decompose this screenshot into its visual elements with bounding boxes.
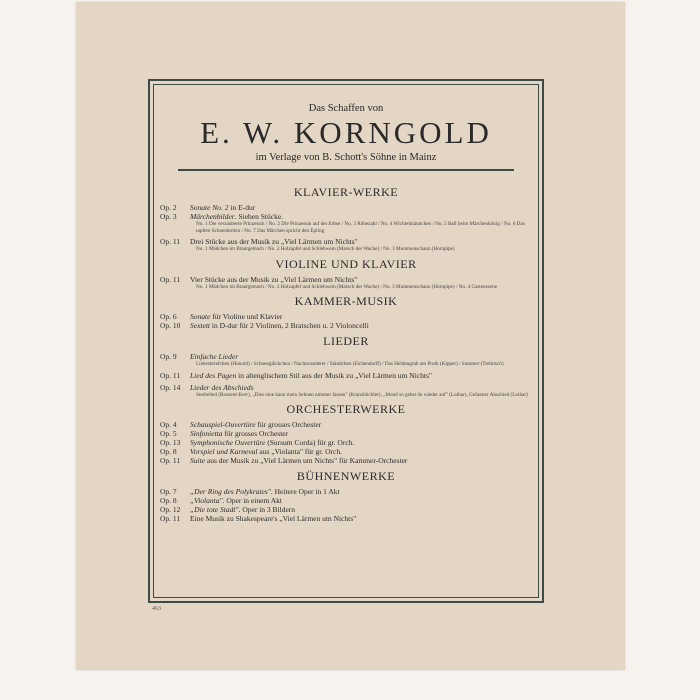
work-detail: Eine Musik zu Shakespeare's „Viel Lärmen um Nichts" xyxy=(190,514,357,523)
list-item xyxy=(160,383,532,392)
list-item xyxy=(160,212,532,221)
opus-number: Op. 8 xyxy=(160,447,177,456)
work-title: Symphonische Ouvertüre xyxy=(190,438,266,447)
list-item xyxy=(160,496,532,505)
list-item xyxy=(160,420,532,429)
work-detail: (Sursum Corda) für gr. Orch. xyxy=(265,438,355,447)
work-contents: No. 1 Mädchen im Brautgemach / No. 2 Holzapfel und Schlehwein (Marsch der Wache) / No. 3 Mummenschanz (Hornpipe) / No. 4 Gartenszene xyxy=(196,283,498,290)
work-title: Sinfonietta xyxy=(190,429,223,438)
work-detail: Drei Stücke aus der Musik zu „Viel Lärmen um Nichts" xyxy=(190,237,358,246)
list-item xyxy=(160,447,532,456)
header-rule xyxy=(178,169,514,171)
work-title: Sonate xyxy=(190,312,211,321)
work-title: Märchenbilder xyxy=(190,212,235,221)
work-title: Suite xyxy=(190,456,205,465)
list-item xyxy=(160,505,532,514)
section-title-lieder: LIEDER xyxy=(323,334,369,348)
opus-number: Op. 9 xyxy=(160,352,177,361)
opus-number: Op. 4 xyxy=(160,420,177,429)
opus-number: Op. 11 xyxy=(160,456,181,465)
publisher-line: im Verlage von B. Schott's Söhne in Mainz xyxy=(255,152,437,163)
list-item xyxy=(160,487,532,496)
list-item xyxy=(160,429,532,438)
catalog-content xyxy=(160,97,532,523)
work-detail: für grosses Orchester xyxy=(255,420,322,429)
list-item xyxy=(160,312,532,321)
list-item xyxy=(160,438,532,447)
list-item xyxy=(160,352,532,361)
work-detail: für Violine und Klavier xyxy=(210,312,283,321)
work-title: „Die tote Stadt" xyxy=(190,505,239,514)
list-item xyxy=(160,456,532,465)
section-title-klavier: KLAVIER-WERKE xyxy=(293,185,399,199)
page-number: 463 xyxy=(152,606,161,612)
list-item xyxy=(160,275,532,284)
opus-number: Op. 6 xyxy=(160,312,177,321)
section-title-buehne: BÜHNENWERKE xyxy=(296,469,396,483)
work-title: Lieder des Abschieds xyxy=(190,382,254,392)
work-title: Sextett xyxy=(190,321,210,330)
work-detail: aus der Musik zu „Viel Lärmen um Nichts" für Kammer-Orchester xyxy=(205,456,408,465)
opus-number: Op. 7 xyxy=(160,487,177,496)
list-item xyxy=(160,203,532,212)
opus-number: Op. 14 xyxy=(160,382,181,392)
work-contents: No. 1 Mädchen im Brautgemach / No. 2 Holzapfel und Schlehwein (Marsch der Wache) / No. 3 Mummenschanz (Hornpipe) xyxy=(196,246,455,252)
work-contents: Sterbelied (Rossetti-Kerr), „Dies eine kann mein Sehnen nimmer fassen" (Kranzbüchler), „Mond so gehst du wieder auf" (Lothar), Gefasster Abschied (Lothar) xyxy=(196,391,528,398)
opus-number: Op. 3 xyxy=(160,212,177,221)
list-item xyxy=(160,237,532,246)
section-title-orchester: ORCHESTERWERKE xyxy=(286,402,406,416)
work-detail: . Oper in einem Akt xyxy=(222,496,282,505)
header-intro: Das Schaffen von xyxy=(308,103,384,114)
opus-number: Op. 5 xyxy=(160,429,177,438)
work-title: Vorspiel und Karneval xyxy=(190,447,258,456)
work-detail: in E-dur xyxy=(228,203,256,212)
work-detail: in D-dur für 2 Violinen, 2 Bratschen u. 2 Violoncelli xyxy=(210,321,369,330)
opus-number: Op. 12 xyxy=(160,505,181,514)
work-detail: . Heitere Oper in 1 Akt xyxy=(270,487,340,496)
opus-number: Op. 11 xyxy=(160,237,181,246)
work-title: „Der Ring des Polykrates" xyxy=(190,487,271,496)
opus-number: Op. 11 xyxy=(160,514,181,523)
work-title: Einfache Lieder xyxy=(190,352,239,361)
work-detail: . Sieben Stücke. xyxy=(234,212,284,221)
opus-number: Op. 13 xyxy=(160,438,181,447)
opus-number: Op. 10 xyxy=(160,321,181,330)
work-detail: für grosses Orchester xyxy=(222,429,289,438)
work-contents: No. 1 Die verzauberte Prinzessin / No. 2 Die Prinzessin auf der Erbse / No. 3 Rübezahl / No. 4 Wichtelmännchen / No. 5 Ball beim Märchenkönig / No. 6 Das tapfere Schneiderlein / No. 7 Das Märchen spricht den Epilog xyxy=(196,221,525,234)
composer-name: E. W. KORNGOLD xyxy=(200,115,492,150)
work-title: Lied des Pagen xyxy=(190,370,237,380)
opus-number: Op. 2 xyxy=(160,203,177,212)
work-title: „Violanta" xyxy=(190,496,223,505)
work-title: Schauspiel-Ouvertüre xyxy=(190,420,256,429)
list-item xyxy=(160,321,532,330)
list-item xyxy=(160,371,532,380)
section-title-violine: VIOLINE UND KLAVIER xyxy=(275,256,417,271)
work-detail: Vier Stücke aus der Musik zu „Viel Lärmen um Nichts" xyxy=(190,274,358,284)
list-item xyxy=(160,514,532,523)
work-detail: . Oper in 3 Bildern xyxy=(238,505,296,514)
section-title-kammer: KAMMER-MUSIK xyxy=(294,294,398,308)
work-title: Sonate No. 2 xyxy=(190,203,229,212)
work-detail: aus „Violanta" für gr. Orch. xyxy=(257,447,342,456)
opus-number: Op. 11 xyxy=(160,370,181,380)
work-contents: Liebesbriefchen (Honold) / Schneeglöckchen / Nachtwanderer / Ständchen (Eichendorff) / Das Heldengrab am Pruth (Kipper) / Sommer (Trebitsch) xyxy=(196,361,504,367)
work-detail: in altenglischem Stil aus der Musik zu „Viel Lärmen um Nichts" xyxy=(236,370,432,380)
opus-number: Op. 8 xyxy=(160,496,177,505)
opus-number: Op. 11 xyxy=(160,274,181,284)
